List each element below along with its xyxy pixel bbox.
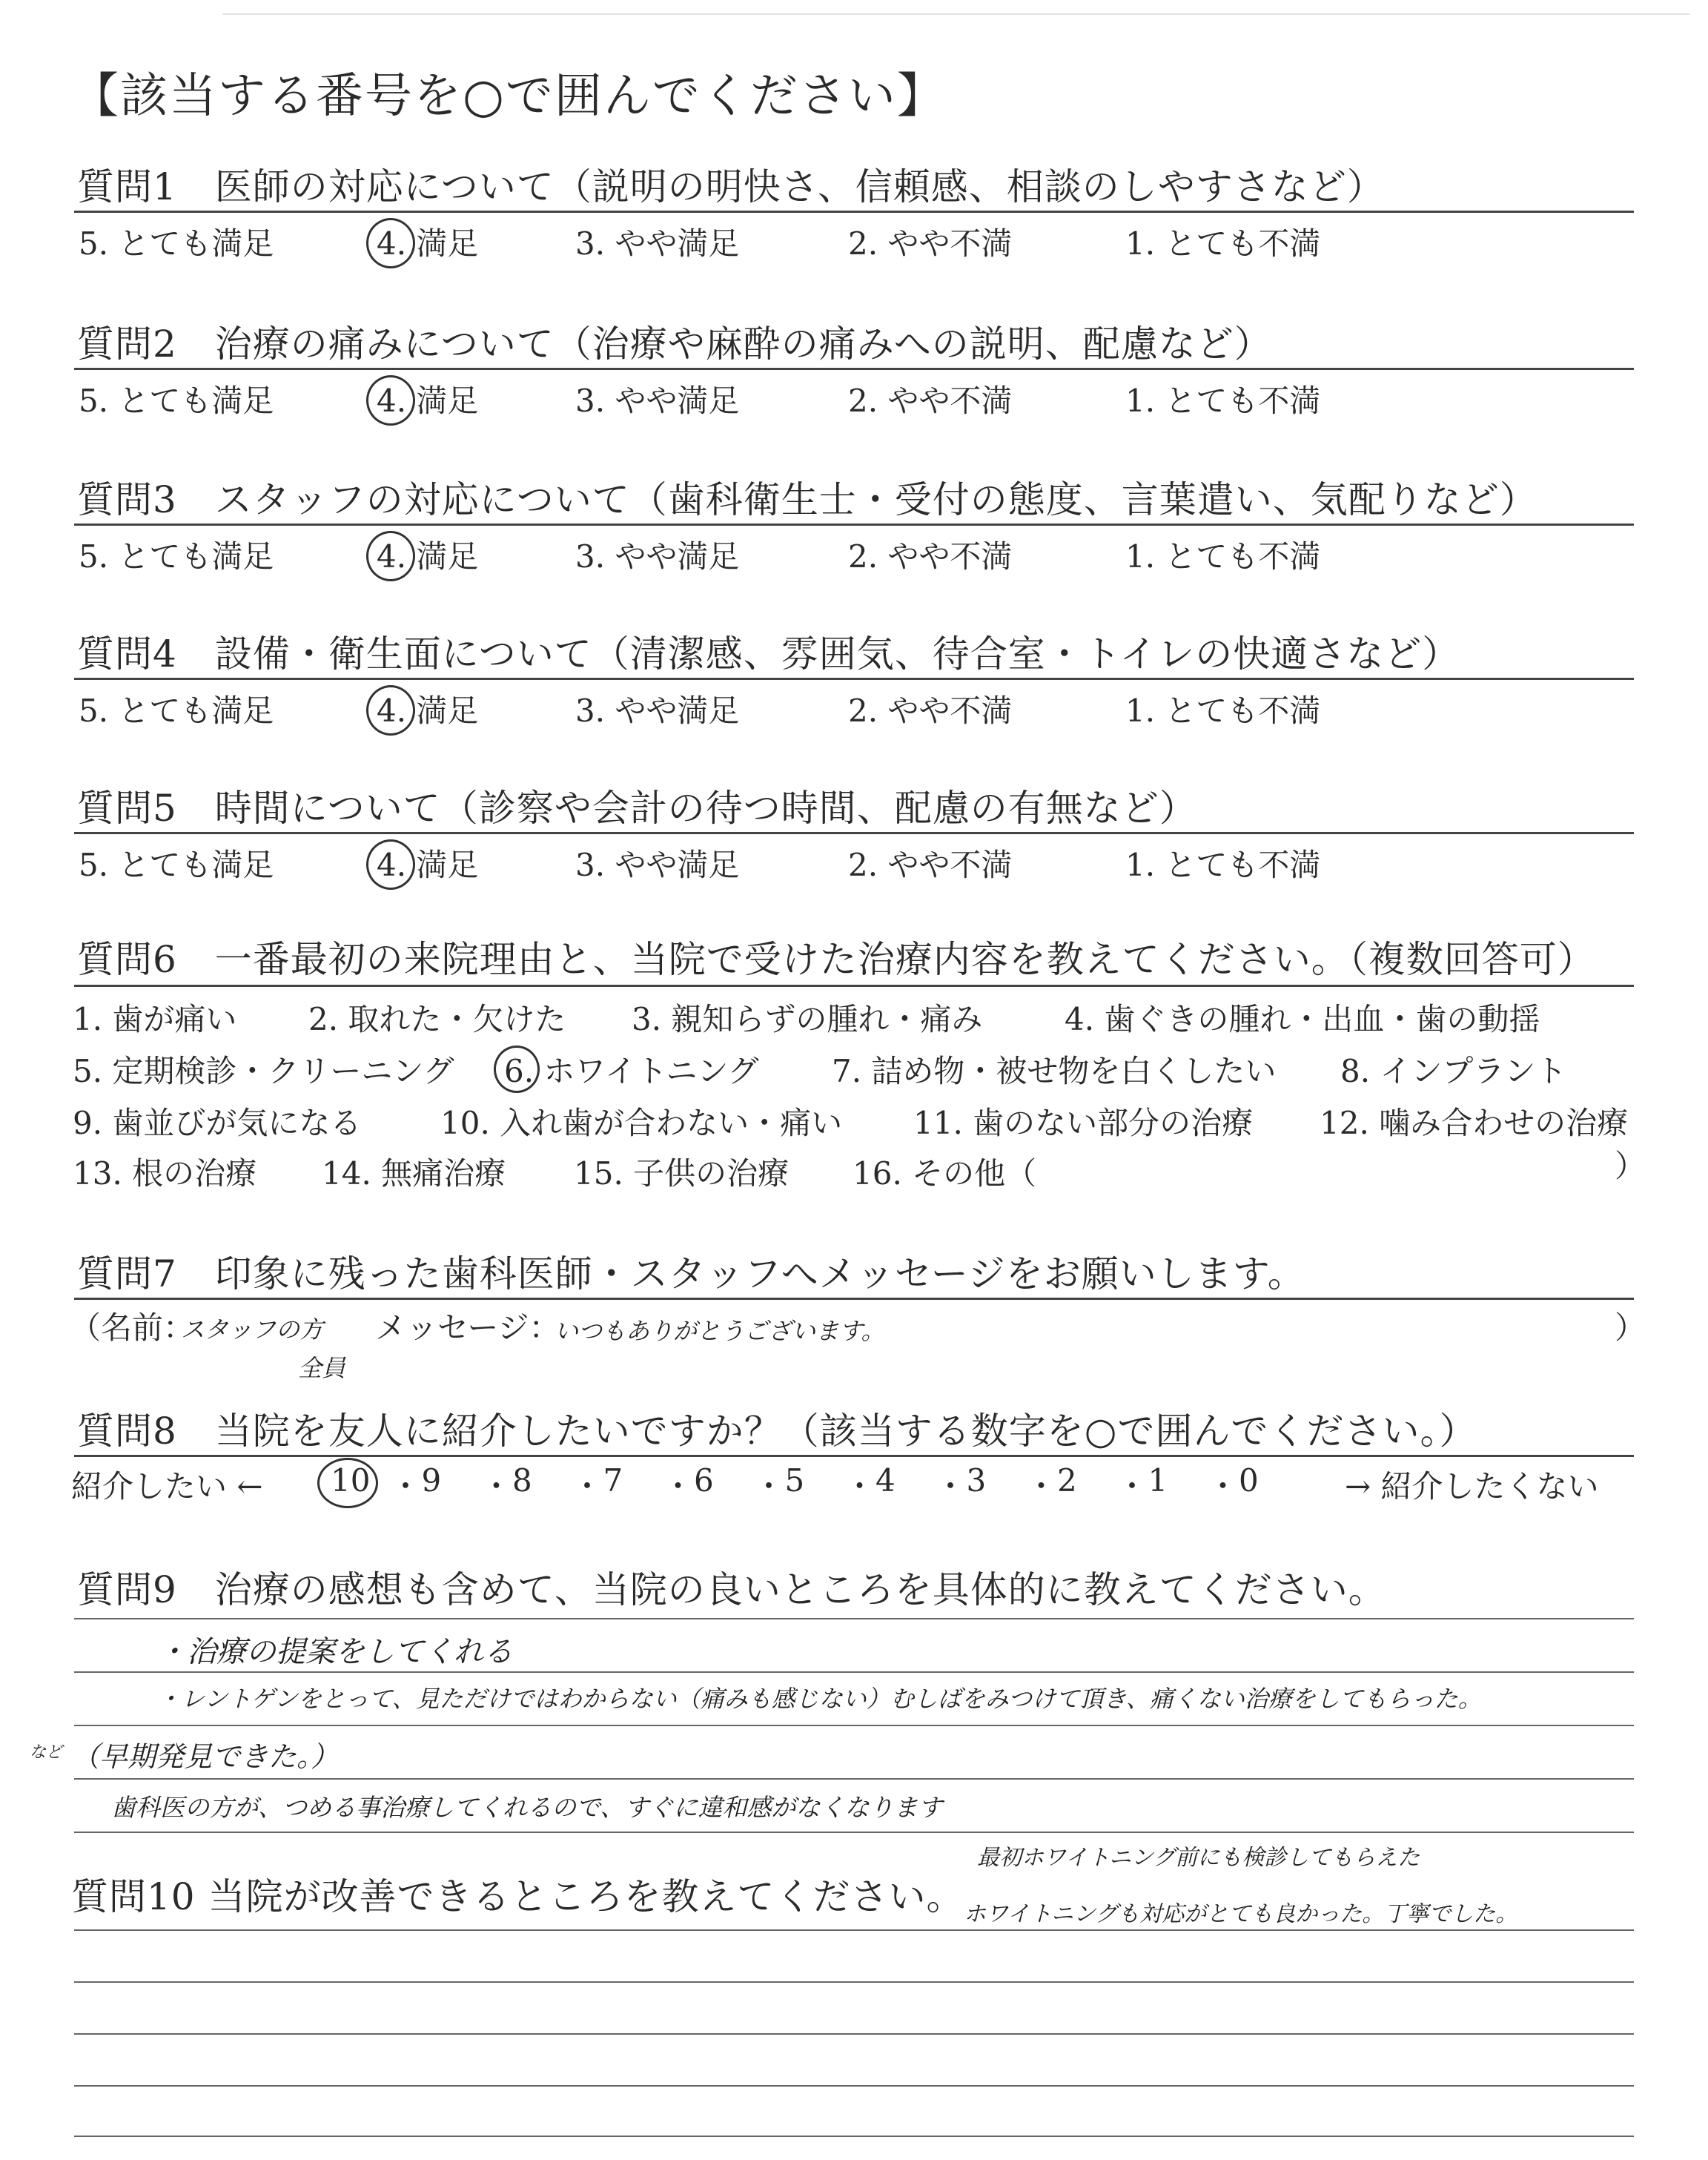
q6-option-6[interactable]: 6. ホワイトニング (504, 1053, 759, 1089)
q7-heading: 質問7 印象に残った歯科医師・スタッフへメッセージをお願いします。 (77, 1252, 1305, 1295)
q4-option-4[interactable]: 4. 満足 (377, 693, 479, 729)
q1-heading: 質問1 医師の対応について（説明の明快さ、信頼感、相談のしやすさなど） (77, 165, 1385, 208)
q8-selection-circle (317, 1458, 378, 1508)
q8-scale-6[interactable]: 6 (694, 1462, 714, 1499)
q6-divider (74, 985, 1634, 987)
q6-option-15[interactable]: 15. 子供の治療 (574, 1155, 790, 1192)
q10-rule-1 (74, 1929, 1634, 1931)
q3-option-3[interactable]: 3. やや満足 (575, 538, 740, 575)
q5-option-5[interactable]: 5. とても満足 (79, 847, 274, 883)
q10-rule-2 (74, 1981, 1634, 1983)
q6-option-4[interactable]: 4. 歯ぐきの腫れ・出血・歯の動揺 (1065, 1001, 1540, 1037)
q2-option-5[interactable]: 5. とても満足 (79, 383, 274, 419)
q6-option-13[interactable]: 13. 根の治療 (73, 1155, 257, 1192)
q5-option-4[interactable]: 4. 満足 (377, 847, 479, 883)
q3-heading: 質問3 スタッフの対応について（歯科衛生士・受付の態度、言葉遣い、気配りなど） (77, 478, 1537, 521)
q3-selection-circle (366, 531, 415, 581)
q1-option-1[interactable]: 1. とても不満 (1125, 225, 1321, 262)
q8-scale-1[interactable]: 1 (1148, 1462, 1168, 1499)
q2-divider (74, 368, 1634, 370)
q5-selection-circle (366, 839, 415, 890)
q8-scale-0[interactable]: 0 (1239, 1462, 1259, 1499)
q9-rule-1 (74, 1618, 1634, 1619)
q6-option-5[interactable]: 5. 定期検診・クリーニング (73, 1053, 454, 1089)
q8-scale-dot: ・ (1025, 1468, 1057, 1505)
q6-option-9[interactable]: 9. 歯並びが気になる (73, 1105, 362, 1141)
q8-scale-10[interactable]: 10 (331, 1462, 371, 1499)
q5-divider (74, 832, 1634, 834)
q4-option-1[interactable]: 1. とても不満 (1125, 693, 1321, 729)
q2-option-2[interactable]: 2. やや不満 (848, 383, 1013, 419)
q10-answer-line-1: 最初ホワイトニング前にも検診してもらえた (977, 1845, 1420, 1871)
q8-heading: 質問8 当院を友人に紹介したいですか？（該当する数字を○で囲んでください。） (77, 1410, 1477, 1453)
q6-option-10[interactable]: 10. 入れ歯が合わない・痛い (440, 1105, 843, 1141)
q9-heading: 質問9 治療の感想も含めて、当院の良いところを具体的に教えてください。 (77, 1568, 1386, 1611)
q2-option-3[interactable]: 3. やや満足 (575, 383, 740, 419)
q3-option-2[interactable]: 2. やや不満 (848, 538, 1013, 575)
q4-divider (74, 678, 1634, 680)
q8-scale-dot: ・ (935, 1468, 967, 1505)
q8-scale-dot: ・ (753, 1468, 785, 1505)
q8-scale-5[interactable]: 5 (784, 1462, 805, 1499)
q1-option-4[interactable]: 4. 満足 (377, 225, 479, 262)
q8-scale-dot: ・ (572, 1468, 603, 1505)
q7-close-paren: ） (1615, 1309, 1646, 1346)
q6-option-3[interactable]: 3. 親知らずの腫れ・痛み (632, 1001, 983, 1037)
q6-selection-circle (494, 1046, 540, 1093)
q8-scale-3[interactable]: 3 (966, 1462, 987, 1499)
top-border (222, 13, 1690, 15)
q1-divider (74, 211, 1634, 213)
q5-option-2[interactable]: 2. やや不満 (848, 847, 1013, 883)
q2-heading: 質問2 治療の痛みについて（治療や麻酔の痛みへの説明、配慮など） (77, 323, 1272, 366)
q6-option-14[interactable]: 14. 無痛治療 (322, 1155, 506, 1192)
q6-option-7[interactable]: 7. 詰め物・被せ物を白くしたい (832, 1053, 1277, 1089)
q4-option-3[interactable]: 3. やや満足 (575, 693, 740, 729)
q8-scale-4[interactable]: 4 (875, 1462, 896, 1499)
q6-option-2[interactable]: 2. 取れた・欠けた (308, 1001, 566, 1037)
q8-scale-dot: ・ (1207, 1468, 1239, 1505)
q9-answer-line-4: 歯科医の方が、つめる事治療してくれるので、すぐに違和感がなくなります (111, 1793, 943, 1822)
q9-answer-line-3: （早期発見できた。） (71, 1740, 340, 1773)
q5-option-1[interactable]: 1. とても不満 (1125, 847, 1321, 883)
q2-selection-circle (366, 375, 415, 426)
q10-rule-5 (74, 2136, 1634, 2137)
q8-scale-9[interactable]: 9 (421, 1462, 442, 1499)
q10-rule-4 (74, 2085, 1634, 2087)
q7-name-label: （名前： (70, 1309, 195, 1346)
q8-scale-2[interactable]: 2 (1057, 1462, 1077, 1499)
q7-name-value: スタッフの方 (181, 1315, 324, 1344)
q10-answer-line-2: ホワイトニングも対応がとても良かった。丁寧でした。 (964, 1901, 1518, 1927)
q9-margin-note: など (30, 1743, 63, 1762)
q8-right-label: → 紹介したくない (1345, 1468, 1599, 1505)
q7-divider (74, 1298, 1634, 1300)
q9-rule-2 (74, 1671, 1634, 1673)
q5-heading: 質問5 時間について（診察や会計の待つ時間、配慮の有無など） (77, 787, 1197, 830)
q9-answer-line-1: ・治療の提案をしてくれる (157, 1635, 513, 1669)
q3-option-5[interactable]: 5. とても満足 (79, 538, 274, 575)
q2-option-4[interactable]: 4. 満足 (377, 383, 479, 419)
q8-scale-dot: ・ (1116, 1468, 1148, 1505)
q1-option-3[interactable]: 3. やや満足 (575, 225, 740, 262)
q1-option-5[interactable]: 5. とても満足 (79, 225, 274, 262)
q6-option-11[interactable]: 11. 歯のない部分の治療 (913, 1105, 1254, 1141)
q4-heading: 質問4 設備・衛生面について（清潔感、雰囲気、待合室・トイレの快適さなど） (77, 633, 1460, 676)
q8-scale-8[interactable]: 8 (512, 1462, 532, 1499)
q9-rule-4 (74, 1778, 1634, 1780)
q1-selection-circle (366, 218, 415, 268)
q8-scale-dot: ・ (844, 1468, 875, 1505)
q6-option-16[interactable]: 16. その他（ (853, 1155, 1037, 1192)
q3-option-4[interactable]: 4. 満足 (377, 538, 479, 575)
q4-selection-circle (366, 685, 415, 736)
q6-option-1[interactable]: 1. 歯が痛い (73, 1001, 237, 1037)
q4-option-5[interactable]: 5. とても満足 (79, 693, 274, 729)
q6-heading: 質問6 一番最初の来院理由と、当院で受けた治療内容を教えてください。（複数回答可） (77, 938, 1595, 981)
page-title: 【該当する番号を○で囲んでください】 (71, 69, 946, 124)
q7-name-value-2: 全員 (298, 1354, 346, 1382)
q6-close-paren: ） (1615, 1148, 1646, 1184)
q7-message-value: いつもありがとうございます。 (555, 1317, 885, 1345)
q8-scale-dot: ・ (390, 1468, 422, 1505)
q3-option-1[interactable]: 1. とても不満 (1125, 538, 1321, 575)
q9-rule-5 (74, 1832, 1634, 1833)
q10-heading: 質問10 当院が改善できるところを教えてください。 (71, 1875, 964, 1918)
q5-option-3[interactable]: 3. やや満足 (575, 847, 740, 883)
q6-option-12[interactable]: 12. 噛み合わせの治療 (1320, 1105, 1629, 1141)
q1-option-2[interactable]: 2. やや不満 (848, 225, 1013, 262)
q8-scale-dot: ・ (480, 1468, 512, 1505)
q10-rule-3 (74, 2033, 1634, 2035)
q4-option-2[interactable]: 2. やや不満 (848, 693, 1013, 729)
q8-divider (74, 1455, 1634, 1457)
q9-answer-line-2: ・レントゲンをとって、見ただけではわからない（痛みも感じない）むしばをみつけて頂き、痛くない治療をしてもらった。 (157, 1685, 1482, 1713)
q8-scale-dot: ・ (662, 1468, 694, 1505)
q6-option-8[interactable]: 8. インプラント (1340, 1053, 1567, 1089)
q2-option-1[interactable]: 1. とても不満 (1125, 383, 1321, 419)
q8-scale-7[interactable]: 7 (603, 1462, 623, 1499)
q8-left-label: 紹介したい ← (71, 1468, 263, 1505)
q9-rule-3 (74, 1725, 1634, 1726)
q3-divider (74, 524, 1634, 526)
q7-message-label: メッセージ： (375, 1309, 560, 1346)
